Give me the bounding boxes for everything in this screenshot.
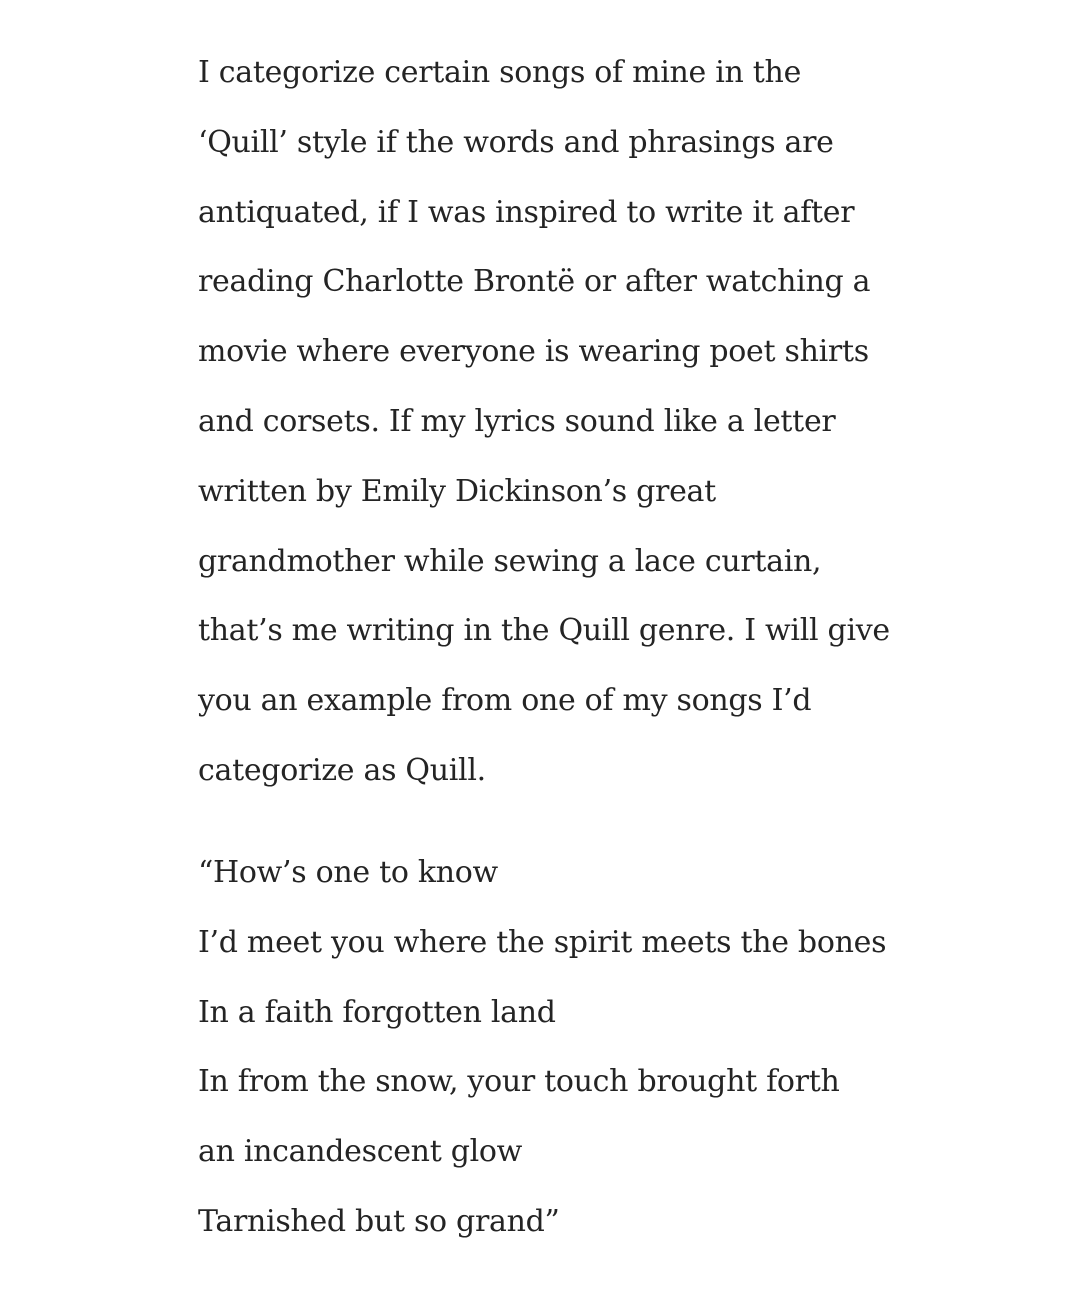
lyric-line: “How’s one to know — [198, 855, 498, 890]
lyrics-quote — [198, 838, 886, 1257]
paragraph-line: antiquated, if I was inspired to write it after — [198, 194, 855, 230]
paragraph-line: ‘Quill’ style if the words and phrasings are — [198, 124, 834, 160]
paragraph-line: grandmother while sewing a lace curtain, — [198, 543, 822, 579]
paragraph-line: reading Charlotte Brontë or after watching a — [198, 264, 871, 300]
lyric-line: In from the snow, your touch brought forth — [198, 1064, 840, 1100]
article-body — [198, 38, 958, 1239]
paragraph-line: that’s me writing in the Quill genre. I will give — [198, 613, 890, 649]
paragraph-line: written by Emily Dickinson’s great — [198, 473, 716, 509]
lyric-line: I’d meet you where the spirit meets the bones — [198, 924, 887, 960]
intro-paragraph — [198, 38, 958, 806]
paragraph-line: you an example from one of my songs I’d — [198, 683, 812, 719]
paragraph-line: categorize as Quill. — [198, 752, 486, 788]
paragraph-line: movie where everyone is wearing poet shirts — [198, 334, 869, 370]
paragraph-line: and corsets. If my lyrics sound like a letter — [198, 403, 836, 439]
paragraph-line: I categorize certain songs of mine in the — [198, 55, 802, 90]
lyric-line: Tarnished but so grand” — [198, 1203, 560, 1239]
lyric-line: In a faith forgotten land — [198, 994, 556, 1030]
lyric-line: an incandescent glow — [198, 1134, 523, 1170]
